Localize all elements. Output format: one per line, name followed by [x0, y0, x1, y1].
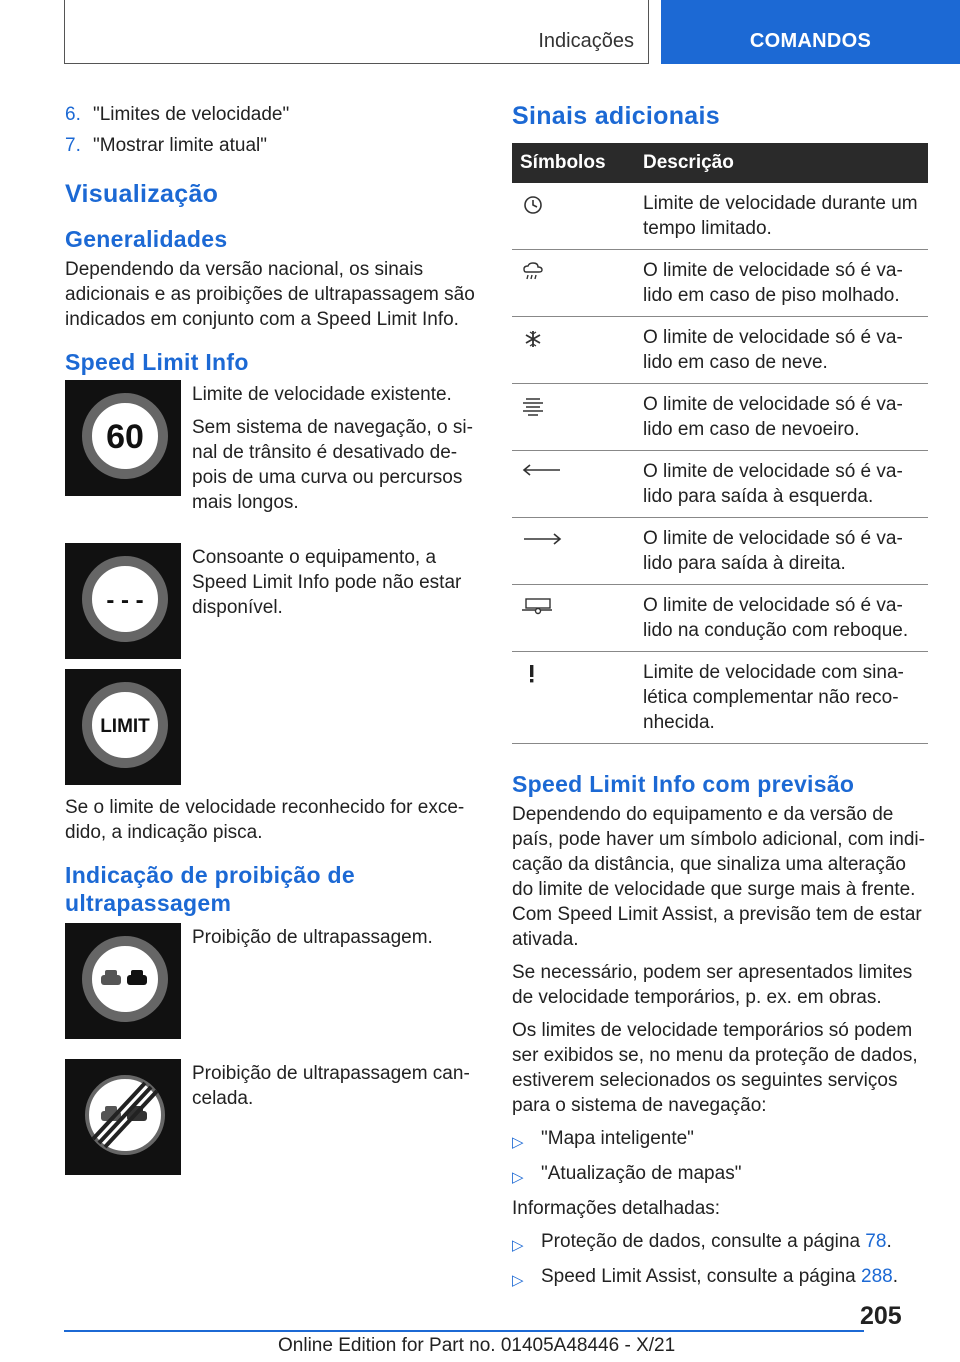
paragraph-sli-3: Consoante o equipamento, a Speed Limit Info pode não estar disponível. [192, 547, 462, 618]
table-header-symbols: Símbolos [512, 143, 635, 183]
table-header-row [512, 143, 928, 183]
speed-limit-60-sign-image [65, 380, 181, 496]
paragraph-previsao-1: Dependendo do equipamento e da versão de país, pode haver um símbolo adicional, com indicação da distância, que sinaliza uma alteração do limite de velocidade que surge mais à frente. Com Speed Limit Assist, a previsão tem de estar ativada. [512, 804, 925, 950]
reference-end: . [892, 1266, 899, 1287]
paragraph-previsao-3: Os limites de velocidade temporários só podem ser exibidos se, no menu da proteção de dados, estiverem selecionados os seguintes serviços para o sistema de navegação: [512, 1020, 918, 1116]
figure-row [65, 380, 480, 523]
table-cell-description: O limite de velocidade só é valido em caso de neve. [635, 317, 928, 384]
list-item [65, 133, 480, 158]
arrow-right-icon [520, 529, 564, 551]
services-list [512, 1126, 928, 1186]
header-section-title: Indicações [538, 30, 634, 52]
sign-dash-label: - - - [106, 587, 144, 614]
table-cell-description: O limite de velocidade só é valido em caso de piso molhado. [635, 250, 928, 317]
table-row [512, 451, 928, 518]
speed-limit-limit-sign-image [65, 669, 181, 785]
bullet-triangle-icon: ▷ [512, 1237, 524, 1254]
heading-sinais-adicionais: Sinais adicionais [512, 102, 720, 130]
reference-text: Speed Limit Assist, consulte a página [541, 1266, 862, 1287]
arrow-left-icon [520, 462, 564, 484]
sign-60-label: 60 [106, 418, 144, 456]
paragraph-sli-2: Sem sistema de navegação, o sinal de trânsito é desativado depois de uma curva ou percursos mais longos. [192, 417, 473, 513]
paragraph-proib-2: Proibição de ultrapassagem cancelada. [192, 1063, 470, 1109]
table-header-description: Descrição [635, 143, 928, 183]
table-cell-description: O limite de velocidade só é valido em caso de nevoeiro. [635, 384, 928, 451]
paragraph-exceed: Se o limite de velocidade reconhecido for excedido, a indicação pisca. [65, 797, 465, 843]
speed-limit-unknown-sign-image [65, 543, 181, 659]
no-overtaking-end-sign-image [65, 1059, 181, 1175]
service-text: "Mapa inteligente" [541, 1128, 694, 1149]
footer-edition: Online Edition for Part no. 01405A48446 - X/21 [278, 1335, 676, 1356]
service-text: "Atualização de mapas" [541, 1163, 742, 1184]
symbols-table [512, 143, 928, 744]
numbered-list [65, 102, 480, 158]
bullet-triangle-icon: ▷ [512, 1169, 524, 1186]
page-link[interactable]: 288 [861, 1266, 893, 1287]
figure-row [65, 543, 480, 659]
header-chapter-tab [661, 0, 960, 64]
header-section-tab [64, 0, 649, 64]
table-cell-description: Limite de velocidade durante um tempo limitado. [635, 183, 928, 250]
list-item [65, 102, 480, 127]
table-row [512, 585, 928, 652]
figure-row [65, 1059, 480, 1175]
heading-speed-limit-info: Speed Limit Info [65, 349, 249, 375]
table-cell-description: O limite de velocidade só é valido para saída à direita. [635, 518, 928, 585]
figure-row [65, 923, 480, 1039]
paragraph-previsao-2: Se necessário, podem ser apresentados limites de velocidade temporários, p. ex. em obras. [512, 962, 913, 1008]
list-item [512, 1229, 928, 1254]
heading-proibicao: Indicação de proibição de ultrapassagem [65, 862, 355, 916]
table-cell-description: Limite de velocidade com sinalética complementar não reconhecida. [635, 652, 928, 744]
header-chapter-title: COMANDOS [749, 30, 872, 52]
heading-generalidades: Generalidades [65, 226, 228, 252]
paragraph-sli-1: Limite de velocidade existente. [192, 384, 452, 405]
table-row [512, 518, 928, 585]
paragraph-proib-1: Proibição de ultrapassagem. [192, 927, 433, 948]
table-row [512, 652, 928, 744]
page-number: 205 [860, 1302, 902, 1330]
fog-icon [520, 395, 546, 417]
list-text: "Mostrar limite atual" [93, 135, 267, 156]
heading-visualizacao: Visualização [65, 180, 219, 208]
table-row [512, 317, 928, 384]
references-list [512, 1229, 928, 1289]
sign-limit-label: LIMIT [100, 716, 150, 737]
figure-row [65, 669, 480, 785]
bullet-triangle-icon: ▷ [512, 1134, 524, 1151]
list-item [512, 1161, 928, 1186]
reference-text: Proteção de dados, consulte a página [541, 1231, 866, 1252]
left-column [65, 102, 480, 1175]
snowflake-icon [520, 328, 546, 350]
list-item [512, 1264, 928, 1289]
heading-previsao: Speed Limit Info com previsão [512, 771, 855, 797]
footer-divider [64, 1330, 864, 1332]
right-column [512, 102, 928, 1299]
info-label: Informações detalhadas: [512, 1198, 721, 1219]
reference-end: . [886, 1231, 892, 1252]
paragraph-generalidades: Dependendo da versão nacional, os sinais adicionais e as proibições de ultrapassagem são indicados em conjunto com a Speed Limit Info. [65, 259, 475, 330]
trailer-icon [520, 596, 554, 618]
rain-cloud-icon [520, 261, 546, 283]
bullet-triangle-icon: ▷ [512, 1272, 524, 1289]
table-row [512, 250, 928, 317]
page-link[interactable]: 78 [865, 1231, 887, 1252]
list-text: "Limites de velocidade" [93, 104, 290, 125]
list-item [512, 1126, 928, 1151]
list-number: 7. [65, 135, 81, 156]
table-cell-description: O limite de velocidade só é valido na condução com reboque. [635, 585, 928, 652]
exclamation-icon [520, 663, 546, 685]
table-cell-description: O limite de velocidade só é valido para saída à esquerda. [635, 451, 928, 518]
no-overtaking-sign-image [65, 923, 181, 1039]
table-row [512, 384, 928, 451]
clock-icon [520, 194, 546, 216]
list-number: 6. [65, 104, 81, 125]
table-row [512, 183, 928, 250]
